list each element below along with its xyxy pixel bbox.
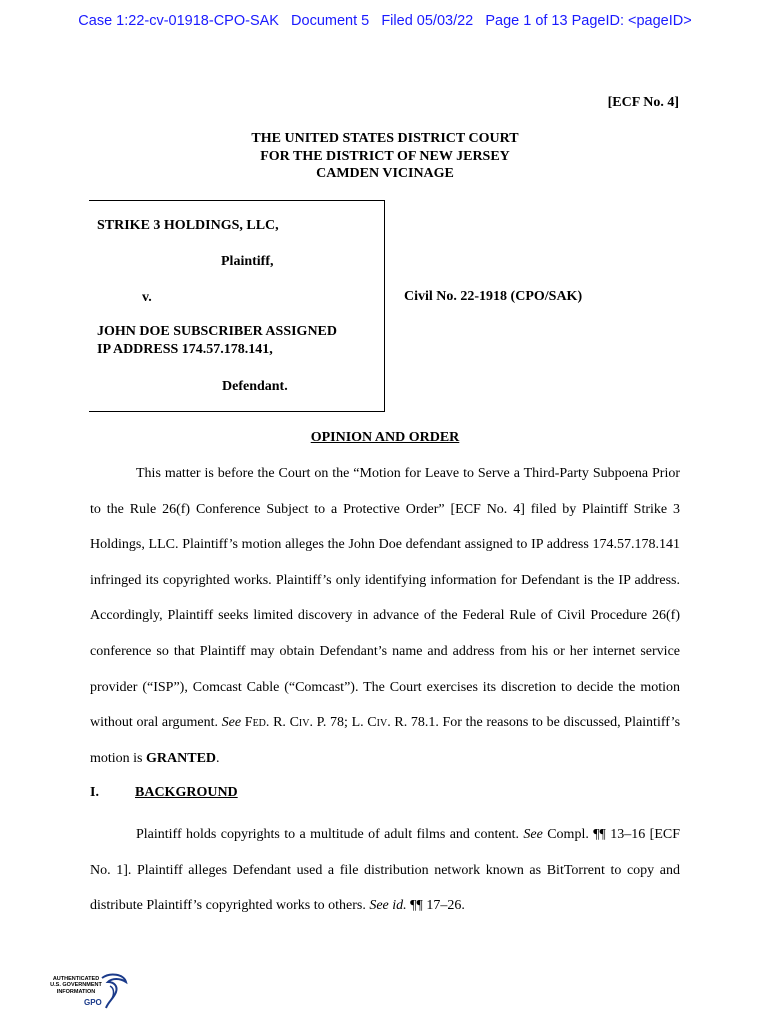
cite-fed-ed: ed <box>252 715 266 731</box>
case-header <box>0 13 770 29</box>
cite-civ-iv: iv <box>298 715 310 731</box>
cite-fed-f: F <box>244 715 253 731</box>
period: . <box>216 750 220 766</box>
cite-fed-end: . P. 78; <box>309 715 348 731</box>
court-title <box>0 130 770 183</box>
see-signal: See <box>221 715 242 731</box>
section-number: I. <box>90 785 99 800</box>
civil-number: Civil No. 22-1918 (CPO/SAK) <box>404 289 583 304</box>
gpo-line-3: INFORMATION <box>56 988 96 995</box>
gpo-line-2: U.S. GOVERNMENT <box>50 982 102 989</box>
cite-local-end: . R. 78.1. For the reasons to be discussed, Plaintiff’s motion is <box>90 715 681 766</box>
court-line-2: FOR THE DISTRICT OF NEW JERSEY <box>260 148 510 164</box>
paragraph-2-part-1: Plaintiff holds copyrights to a multitude of adult films and content. <box>136 827 519 842</box>
opinion-title: OPINION AND ORDER <box>310 430 460 445</box>
see-signal-2: See <box>523 827 543 842</box>
eagle-icon <box>98 972 128 1012</box>
granted-text: GRANTED <box>146 750 217 766</box>
gpo-authentication-badge <box>46 972 130 1016</box>
court-line-3: CAMDEN VICINAGE <box>316 166 454 181</box>
defendant-role: Defendant. <box>222 379 288 394</box>
defendant-line-1: JOHN DOE SUBSCRIBER ASSIGNED <box>97 324 338 339</box>
cite-local-iv: iv <box>376 715 388 731</box>
defendant-line-2: IP ADDRESS 174.57.178.141, <box>97 342 273 357</box>
section-title: BACKGROUND <box>135 785 238 800</box>
paragraph-2-part-3: ¶¶ 17–26. <box>410 898 465 914</box>
see-id-signal: See id. <box>369 898 407 914</box>
case-number: Case 1:22-cv-01918-CPO-SAK <box>78 13 279 29</box>
paragraph-1 <box>90 456 680 776</box>
gpo-line-1: AUTHENTICATED <box>52 976 100 982</box>
paragraph-2-part-2: Compl. ¶¶ 13–16 [ECF No. 1]. Plaintiff alleges Defendant used a file distribution network known as BitTorrent to copy and distribute Plaintiff’s copyrighted works to others. <box>90 827 681 914</box>
filed-date: Filed 05/03/22 <box>381 13 474 29</box>
ecf-label: [ECF No. 4] <box>607 95 679 110</box>
cite-fed-r: . R. C <box>265 715 299 731</box>
paragraph-2 <box>90 817 680 924</box>
paragraph-1-text: This matter is before the Court on the “Motion for Leave to Serve a Third-Party Subpoena Prior to the Rule 26(f) Conference Subject to a Protective Order” [ECF No. 4] filed by Plaintiff Strike 3 Holdings, LLC. Plaintiff’s motion alleges the John Doe defendant assigned to IP address 174.57.178.141 infringed its copyrighted works. Plaintiff’s only identifying information for Defendant is the IP address. Accordingly, Plaintiff seeks limited discovery in advance of the Federal Rule of Civil Procedure 26(f) conference so that Plaintiff may obtain Defendant’s name and address from his or her internet service provider (“ISP”), Comcast Cable (“Comcast”). The Court exercises its discretion to decide the motion without oral argument. <box>90 466 680 731</box>
versus: v. <box>142 290 152 305</box>
gpo-logo-text: GPO <box>84 998 102 1007</box>
cite-local-l: L. C <box>347 715 377 731</box>
defendant-name <box>97 323 337 359</box>
plaintiff-role: Plaintiff, <box>221 254 274 269</box>
gpo-badge-text <box>46 976 106 995</box>
plaintiff-name: STRIKE 3 HOLDINGS, LLC, <box>97 218 279 233</box>
document-number: Document 5 <box>291 13 370 29</box>
case-caption <box>89 200 385 412</box>
section-heading <box>90 785 238 801</box>
page-info: Page 1 of 13 PageID: <pageID> <box>485 13 692 29</box>
court-line-1: THE UNITED STATES DISTRICT COURT <box>251 131 519 146</box>
